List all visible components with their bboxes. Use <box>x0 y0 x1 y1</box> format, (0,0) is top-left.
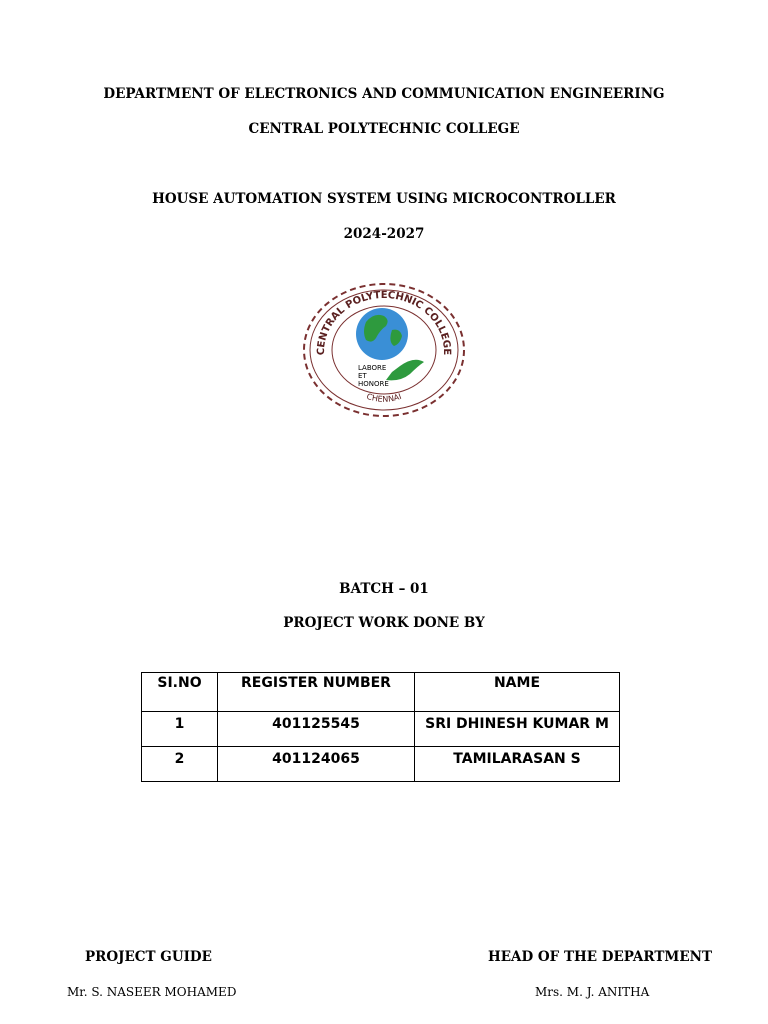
college-heading: CENTRAL POLYTECHNIC COLLEGE <box>248 121 520 137</box>
table-header-row <box>142 673 620 712</box>
cell-register-number: 401125545 <box>218 712 415 747</box>
done-by-label: PROJECT WORK DONE BY <box>283 615 485 631</box>
hod-title: HEAD OF THE DEPARTMENT <box>488 949 713 965</box>
logo-motto-3: HONORE <box>358 380 389 388</box>
guide-title: PROJECT GUIDE <box>85 949 212 965</box>
cell-register-number: 401124065 <box>218 747 415 782</box>
hod-name: Mrs. M. J. ANITHA <box>535 985 650 999</box>
hand-icon <box>386 360 424 381</box>
table-row <box>142 747 620 782</box>
project-title: HOUSE AUTOMATION SYSTEM USING MICROCONTROLLER <box>152 191 616 207</box>
logo-motto-1: LABORE <box>358 364 387 372</box>
logo-ring-text: CENTRAL POLYTECHNIC COLLEGE <box>315 289 453 356</box>
column-header-sino: SI.NO <box>142 673 218 712</box>
guide-name: Mr. S. NASEER MOHAMED <box>67 985 237 999</box>
project-years: 2024-2027 <box>343 226 425 242</box>
logo-city-text: CHENNAI <box>365 391 403 404</box>
batch-label: BATCH – 01 <box>339 581 429 597</box>
cell-name: SRI DHINESH KUMAR M <box>415 712 620 747</box>
college-logo <box>300 282 468 418</box>
department-heading: DEPARTMENT OF ELECTRONICS AND COMMUNICATION ENGINEERING <box>103 86 665 102</box>
column-header-register-number: REGISTER NUMBER <box>218 673 415 712</box>
table-row <box>142 712 620 747</box>
students-table <box>141 672 620 782</box>
cell-name: TAMILARASAN S <box>415 747 620 782</box>
cell-sino: 1 <box>142 712 218 747</box>
logo-motto-2: ET <box>358 372 367 380</box>
globe-icon <box>356 308 408 360</box>
cell-sino: 2 <box>142 747 218 782</box>
column-header-name: NAME <box>415 673 620 712</box>
